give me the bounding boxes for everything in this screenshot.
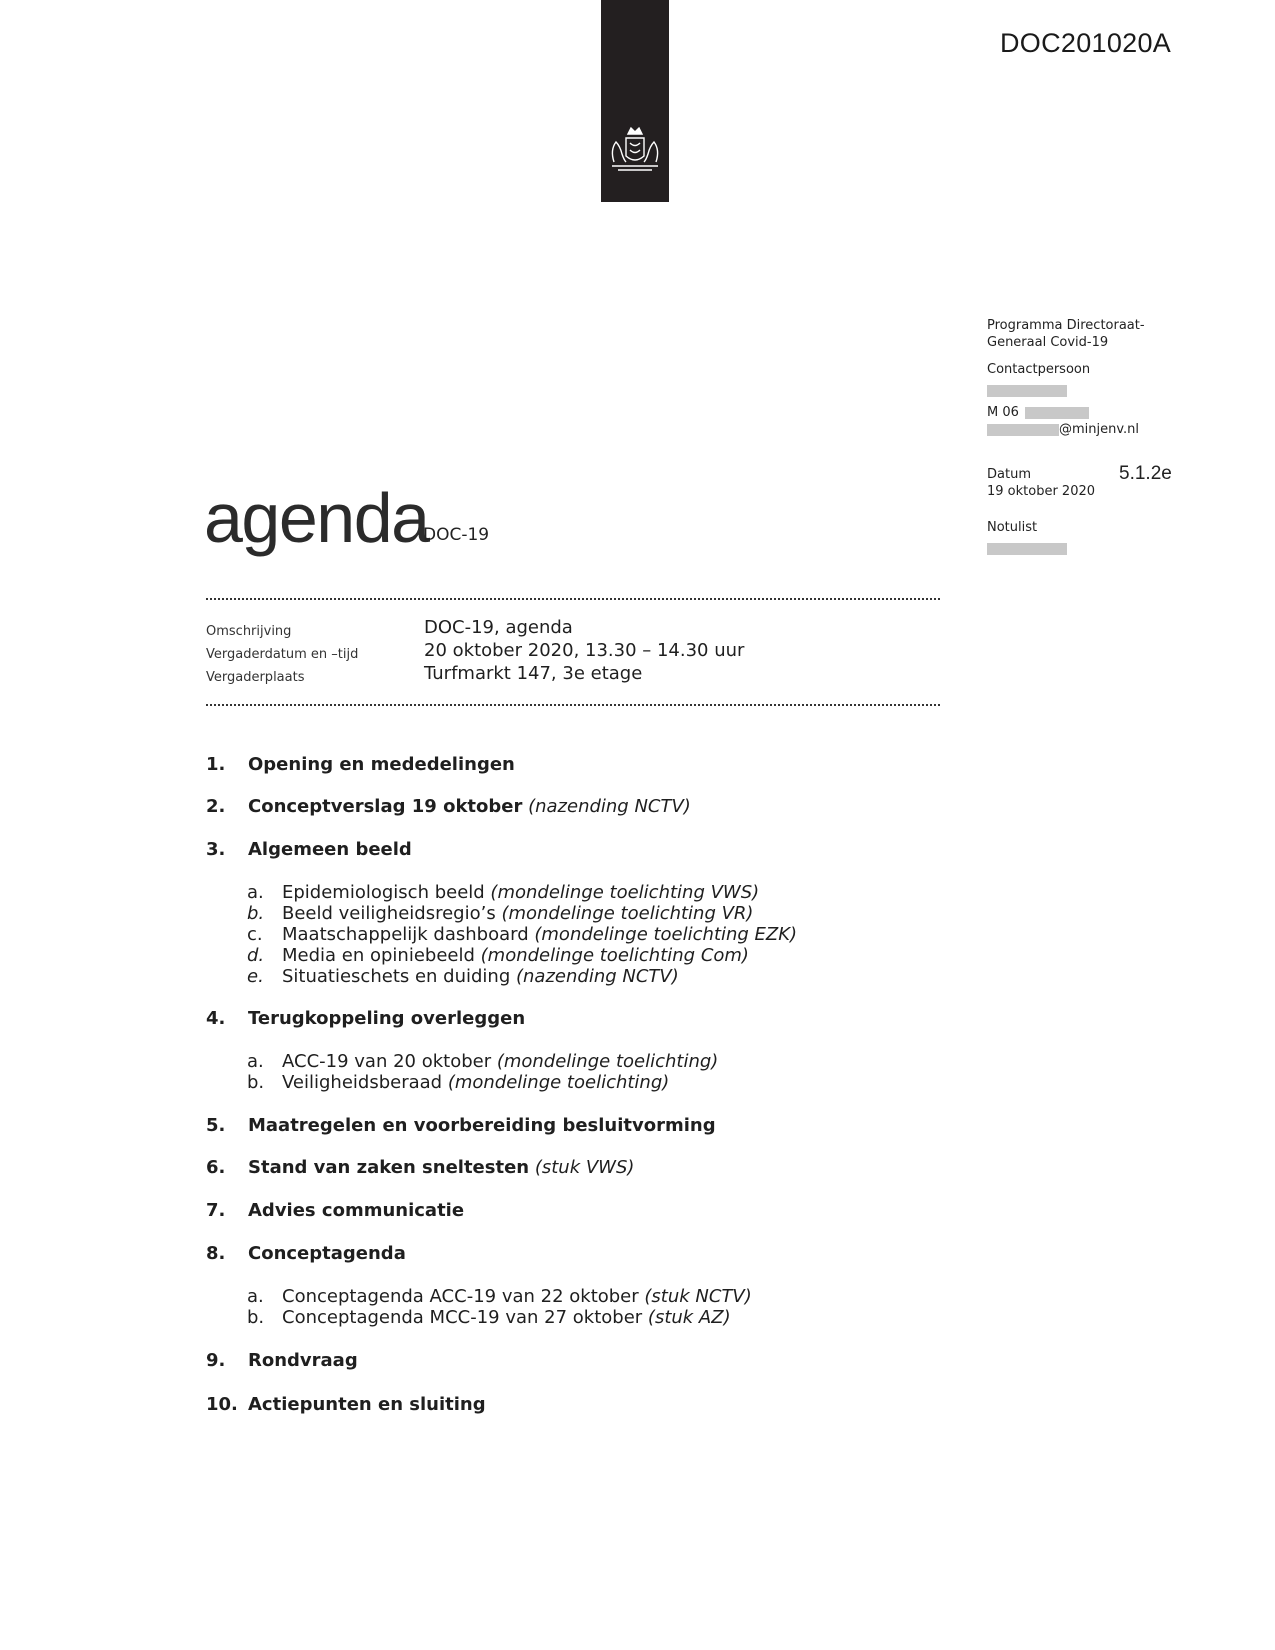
agenda-subitem-4a: a. ACC-19 van 20 oktober (mondelinge toelichting)	[247, 1051, 719, 1072]
agenda-item-10: 10. Actiepunten en sluiting	[206, 1394, 486, 1415]
redaction-code: 5.1.2e	[1119, 463, 1172, 484]
meta-label-datetime: Vergaderdatum en –tijd	[206, 647, 359, 662]
contact-name-redacted	[987, 382, 1067, 399]
agenda-subitem-8b: b. Conceptagenda MCC-19 van 27 oktober (stuk AZ)	[247, 1307, 731, 1328]
document-subtitle: DOC-19	[423, 525, 490, 545]
agenda-subitem-3d: d. Media en opiniebeeld (mondelinge toelichting Com)	[247, 945, 749, 966]
agenda-item-1: 1. Opening en mededelingen	[206, 754, 515, 775]
agenda-item-6: 6. Stand van zaken sneltesten (stuk VWS)	[206, 1157, 635, 1178]
agenda-item-4: 4. Terugkoppeling overleggen	[206, 1008, 526, 1029]
phone-redaction	[1025, 407, 1089, 419]
agenda-item-3: 3. Algemeen beeld	[206, 839, 412, 860]
agenda-item-2: 2. Conceptverslag 19 oktober (nazending NCTV)	[206, 796, 691, 817]
agenda-subitem-3e: e. Situatieschets en duiding (nazending NCTV)	[247, 966, 679, 987]
divider-top	[206, 598, 940, 600]
agenda-subitem-3b: b. Beeld veiligheidsregio’s (mondelinge toelichting VR)	[247, 903, 754, 924]
org-name-line-1: Programma Directoraat-	[987, 318, 1145, 333]
notulist-redacted	[987, 540, 1067, 557]
notulist-label: Notulist	[987, 520, 1038, 535]
agenda-item-9: 9. Rondvraag	[206, 1350, 358, 1371]
contact-email	[987, 421, 1139, 438]
document-code: DOC201020A	[1000, 28, 1172, 58]
date-label: Datum	[987, 467, 1031, 482]
document-title: agenda	[204, 479, 429, 557]
coat-of-arms-icon	[604, 126, 666, 182]
org-name-line-2: Generaal Covid-19	[987, 335, 1109, 350]
meta-value-datetime: 20 oktober 2020, 13.30 – 14.30 uur	[424, 640, 745, 661]
email-suffix: @minjenv.nl	[1059, 422, 1140, 437]
meta-label-description: Omschrijving	[206, 624, 292, 639]
meta-label-location: Vergaderplaats	[206, 670, 305, 685]
agenda-subitem-8a: a. Conceptagenda ACC-19 van 22 oktober (stuk NCTV)	[247, 1286, 752, 1307]
date-value: 19 oktober 2020	[987, 484, 1096, 499]
email-redaction	[987, 424, 1059, 436]
phone-prefix: M 06	[987, 405, 1019, 420]
agenda-subitem-3a: a. Epidemiologisch beeld (mondelinge toelichting VWS)	[247, 882, 760, 903]
agenda-item-5: 5. Maatregelen en voorbereiding besluitvorming	[206, 1115, 716, 1136]
agenda-item-8: 8. Conceptagenda	[206, 1243, 406, 1264]
meta-value-description: DOC-19, agenda	[424, 617, 573, 638]
divider-bottom	[206, 704, 940, 706]
contact-label: Contactpersoon	[987, 362, 1091, 377]
meta-value-location: Turfmarkt 147, 3e etage	[424, 663, 643, 684]
contact-phone	[987, 404, 1089, 421]
agenda-subitem-3c: c. Maatschappelijk dashboard (mondelinge toelichting EZK)	[247, 924, 798, 945]
government-logo	[601, 0, 669, 202]
agenda-item-7: 7. Advies communicatie	[206, 1200, 465, 1221]
agenda-subitem-4b: b. Veiligheidsberaad (mondelinge toelichting)	[247, 1072, 670, 1093]
